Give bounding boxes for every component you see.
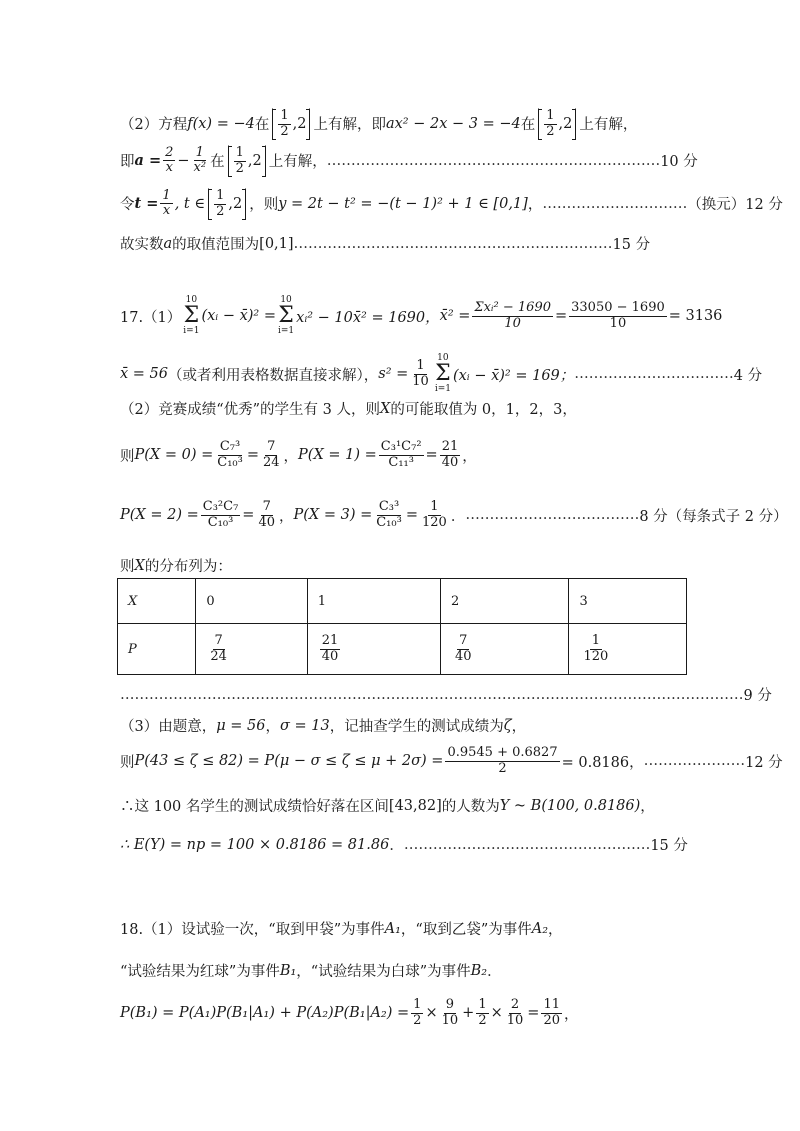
leader-dots: ……………………………………………………………: [326, 152, 661, 169]
text: 上有解，: [579, 117, 638, 134]
s16-line-2: 即 a = $\frac{2}{x}$ − $\frac{1}{\text{x²}}$ 在 $\frac{1}{2}$ , 2 上有解， …………………………………………………………… 10 分: [120, 144, 698, 176]
leader-dots: …………………: [643, 753, 746, 770]
s17-line-1: 17.（1） 10 Σ i=1 (xᵢ − x̄)² = 10 Σ i=1 xᵢ² − 10x̄² = 1690， x̄² = $\frac{\text{Σxᵢ² − 1690}}{10}$ = $\frac{33050 - 1690}{10}$ = 3136: [120, 295, 723, 336]
leader-dots: …………………………………………………………………………………………………………………: [120, 686, 744, 703]
table-cell: X: [118, 579, 196, 624]
s17-line-5: P(X = 2) = $\frac{\text{C₃²C₇}}{\text{C₁₀³}}$ = $\frac{7}{40}$ ， P(X = 3) = $\frac{\text{C₃³}}{\text{C₁₀³}}$ = $\frac{1}{120}$ ． ……………………………… 8 分（每条式子 2 分）: [120, 499, 788, 530]
question-label: 17.（1）: [120, 309, 182, 326]
distribution-table: [117, 578, 687, 675]
s18-line-1: 18.（1）设试验一次，“取到甲袋”为事件 A₁ ，“取到乙袋”为事件 A₂ ，: [120, 920, 563, 938]
s16-line-4: 故实数 a 的取值范围为 [0,1] ………………………………………………………… 15 分: [120, 233, 650, 254]
s16-line-1: [120, 108, 637, 140]
s17-line-6: 则 X 的分布列为：: [120, 557, 232, 575]
interval: $\frac{1}{2}$ , 2: [228, 145, 266, 177]
s16-line-3: 令 t = $\frac{1}{x}$ , t ∈ $\frac{1}{2}$ , 2 ，则 y = 2t − t² = −(t − 1)² + 1 ∈ [0,1] ， ………………………… （换元）12 分: [120, 187, 783, 219]
fraction: $\frac{33050 - 1690}{10}$: [571, 299, 665, 331]
table-cell: 2: [440, 579, 568, 624]
s18-line-3: P(B₁) = P(A₁)P(B₁|A₁) + P(A₂)P(B₁|A₂) = $\frac{1}{2}$ × $\frac{9}{10}$ + $\frac{1}{2}$ × $\frac{2}{10}$ = $\frac{11}{20}$ ，: [120, 997, 579, 1028]
text: （2）方程: [120, 117, 188, 134]
s17-line-3: （2）竞赛成绩“优秀”的学生有 3 人，则 X 的可能取值为 0，1，2，3，: [120, 400, 577, 418]
leader-dots: ……………………………: [574, 366, 734, 382]
score: 12 分: [745, 754, 783, 771]
table-cell: 3: [569, 579, 687, 624]
math: ax² − 2x − 3 = −4: [385, 115, 521, 132]
score: （换元）12 分: [687, 197, 783, 214]
math: [0,1]: [259, 235, 294, 252]
interval: $\frac{1}{2}$ , 2: [272, 108, 310, 140]
interval: $\frac{1}{2}$ , 2: [538, 108, 576, 140]
fraction: $\frac{2}{x}$: [165, 144, 174, 176]
sum-symbol: 10 Σ i=1: [183, 295, 200, 336]
table-cell: 0: [196, 579, 307, 624]
s17-line-8: （3）由题意， μ = 56 ， σ = 13 ，记抽查学生的测试成绩为 ζ ，: [120, 717, 527, 735]
table-cell: $\frac{7}{40}$: [440, 624, 568, 675]
interval: $\frac{1}{2}$ , 2: [208, 188, 246, 220]
score: 15 分: [612, 237, 651, 253]
s17-line-11: ∴ E(Y) = np = 100 × 0.8186 = 81.86 ． …………………………………………… 15 分: [120, 834, 688, 855]
s17-line-9: 则 P(43 ≤ ζ ≤ 82) = P(μ − σ ≤ ζ ≤ μ + 2σ) = $\frac{0.9545 + 0.6827}{2}$ = 0.8186， ………………… 12 分: [120, 745, 783, 776]
s17-line-10: ∴这 100 名学生的测试成绩恰好落在区间 [43,82] 的人数为 Y ~ B(100, 0.8186) ，: [120, 797, 655, 815]
score: 15 分: [650, 838, 688, 854]
text: 在: [254, 117, 270, 134]
math: y = 2t − t² = −(t − 1)² + 1 ∈ [0,1]: [278, 195, 528, 212]
table-cell: 1: [307, 579, 440, 624]
math: a =: [134, 152, 162, 170]
math: f(x) = −4: [187, 115, 255, 132]
score: 9 分: [743, 688, 772, 704]
s18-line-2: “试验结果为红球”为事件 B₁ ，“试验结果为白球”为事件 B₂ ．: [120, 962, 502, 980]
s17-line-7: [120, 684, 772, 705]
fraction: $\frac{1}{2}$: [280, 108, 289, 139]
leader-dots: …………………………………………………………: [293, 235, 613, 252]
score: 8 分（每条式子 2 分）: [639, 508, 788, 525]
table-row: [118, 624, 687, 675]
table-cell: $\frac{21}{40}$: [307, 624, 440, 675]
leader-dots: …………………………: [542, 195, 688, 212]
score: 10 分: [660, 154, 698, 171]
leader-dots: ……………………………………………: [403, 836, 651, 853]
text: 在: [520, 117, 536, 134]
table-cell: $\frac{1}{120}$: [569, 624, 687, 675]
s17-line-4: 则 P(X = 0) = $\frac{\text{C₇³}}{\text{C₁₀³}}$ = $\frac{7}{24}$ ， P(X = 1) = $\frac{\text{C₃¹C₇²}}{\text{C₁₁³}}$ = $\frac{21}{40}$ ，: [120, 439, 477, 470]
s17-line-2: x̄ = 56 （或者利用表格数据直接求解）， s² = $\frac{1}{10}$ 10 Σ i=1 (xᵢ − x̄)² = 169； …………………………… 4 分: [120, 353, 763, 394]
table-row: [118, 579, 687, 624]
leader-dots: ………………………………: [465, 507, 640, 524]
text: 上有解，即: [313, 117, 386, 134]
fraction: $\frac{\text{Σxᵢ² − 1690}}{10}$: [474, 299, 551, 331]
table-cell: $\frac{7}{24}$: [196, 624, 307, 675]
table-cell: P: [118, 624, 196, 675]
score: 4 分: [733, 367, 763, 384]
text: 即: [120, 154, 135, 171]
fraction: $\frac{1}{\text{x²}}$: [193, 144, 207, 176]
